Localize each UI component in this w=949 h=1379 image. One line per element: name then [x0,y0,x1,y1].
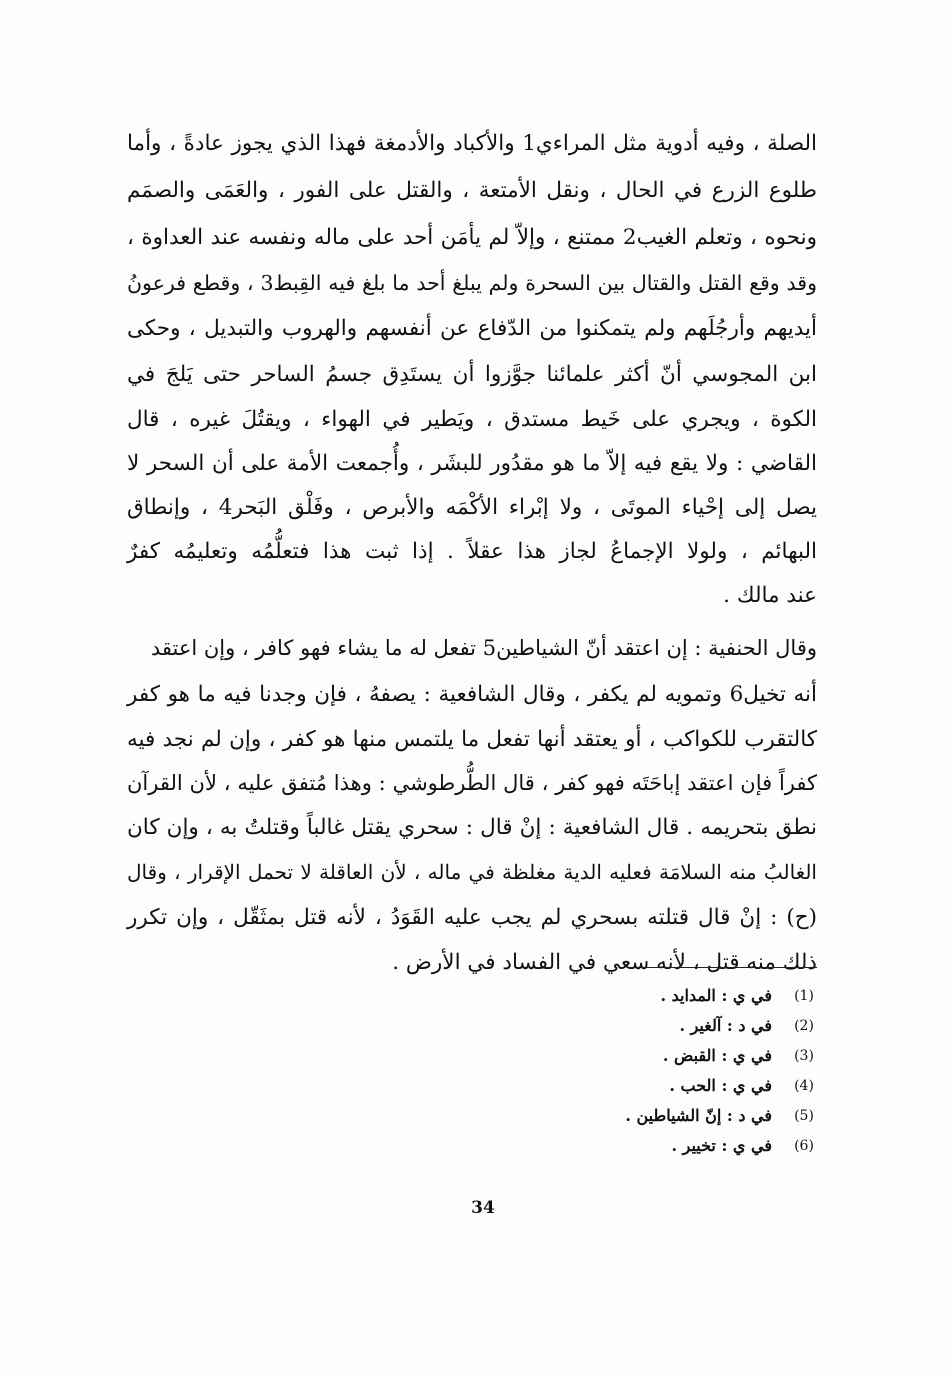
text-line: كالتقرب للكواكب ، أو يعتقد أنها تفعل ما يلتمس منها هو كفر ، وإن لم نجد فيه [127,727,817,752]
footnote-text: في ي : الحب . [669,1076,772,1095]
footnote-number: (6) [794,1138,814,1154]
footnote [487,1046,817,1070]
text-line: عند مالك . [723,583,817,608]
text-line: (ح) : إنْ قال قتلته بسحري لم يجب عليه القَوَدُ ، لأنه قتل بمثَقّل ، وإن تكرر [127,905,817,930]
text-line: وقال الحنفية : إن اعتقد أنّ الشياطين5 تفعل له ما يشاء فهو كافر ، وإن اعتقد [150,636,817,660]
text-line: أيديهم وأرجُلَهم ولم يتمكنوا من الدّفاع عن أنفسهم والهروب والتبديل ، وحكى [127,316,817,341]
footnote-text: في ي : تخيير . [671,1136,772,1155]
footnote-number: (2) [794,1018,814,1034]
footnote-text: في ي : المدايد . [660,986,772,1005]
footnote-number: (4) [794,1078,814,1094]
footnote-text: في د : إنّ الشياطين . [625,1106,772,1125]
text-line: ذلك منه قتل ، لأنه سعي في الفساد في الأرض . [392,950,817,975]
text-line: وقد وقع القتل والقتال بين السحرة ولم يبلغ أحد ما بلغ فيه القِبط3 ، وقطع فرعونُ [127,271,817,295]
text-line: الكوة ، ويجري على خَيط مستدق ، ويَطير في الهواء ، ويقتُلَ غيره ، قال [127,407,817,432]
text-line: القاضي : ولا يقع فيه إلاّ ما هو مقدُور للبشَر ، وأُجمعت الأمة على أن السحر لا [127,451,817,476]
footnote [487,1016,817,1040]
text-line: ابن المجوسي أنّ أكثر علمائنا جوَّزوا أن يستَدِق جسمُ الساحر حتى يَلجَ في [127,362,817,387]
text-line: البهائم ، ولولا الإجماعُ لجاز هذا عقلاً . إذا ثبت هذا فتعلُّمُه وتعليمُه كفرٌ [127,539,817,564]
text-line: الصلة ، وفيه أدوية مثل المراءي1 والأكباد والأدمغة فهذا الذي يجوز عادةً ، وأما [127,131,817,156]
text-line: الغالبُ منه السلامَة فعليه الدية مغلظة في ماله ، لأن العاقلة لا تحمل الإقرار ، وقال [127,860,817,884]
text-line: طلوع الزرع في الحال ، ونقل الأمتعة ، والقتل على الفور ، والعَمَى والصمَم [127,178,817,203]
footnote [487,1106,817,1130]
footnote-number: (3) [794,1048,814,1064]
text-line: يصل إلى إحْياء الموتَى ، ولا إبْراء الأكْمَه والأبرص ، وفَلْق البَحر4 ، وإنطاق [127,495,817,520]
footnote-text: في د : آلغير . [679,1016,772,1035]
footnote [487,986,817,1010]
footnote-divider [627,967,817,968]
footnote [487,1136,817,1160]
text-line: كفراً فإن اعتقد إباحَتَه فهو كفر ، قال الطُّرطوشي : وهذا مُتفق عليه ، لأن القرآن [127,771,817,795]
text-line: ونحوه ، وتعلم الغيب2 ممتنع ، وإلاّ لم يأمَن أحد على ماله ونفسه عند العداوة ، [127,225,818,250]
footnote-number: (5) [794,1108,814,1124]
text-line: أنه تخيل6 وتمويه لم يكفر ، وقال الشافعية : يصفهُ ، فإن وجدنا فيه ما هو كفر [127,682,817,707]
footnote-number: (1) [794,988,814,1004]
text-line: نطق بتحريمه . قال الشافعية : إنْ قال : سحري يقتل غالباً وقتلتُ به ، وإن كان [127,815,817,840]
page-number: 34 [471,1198,495,1218]
footnote [487,1076,817,1100]
footnote-text: في ي : القبض . [662,1046,772,1065]
